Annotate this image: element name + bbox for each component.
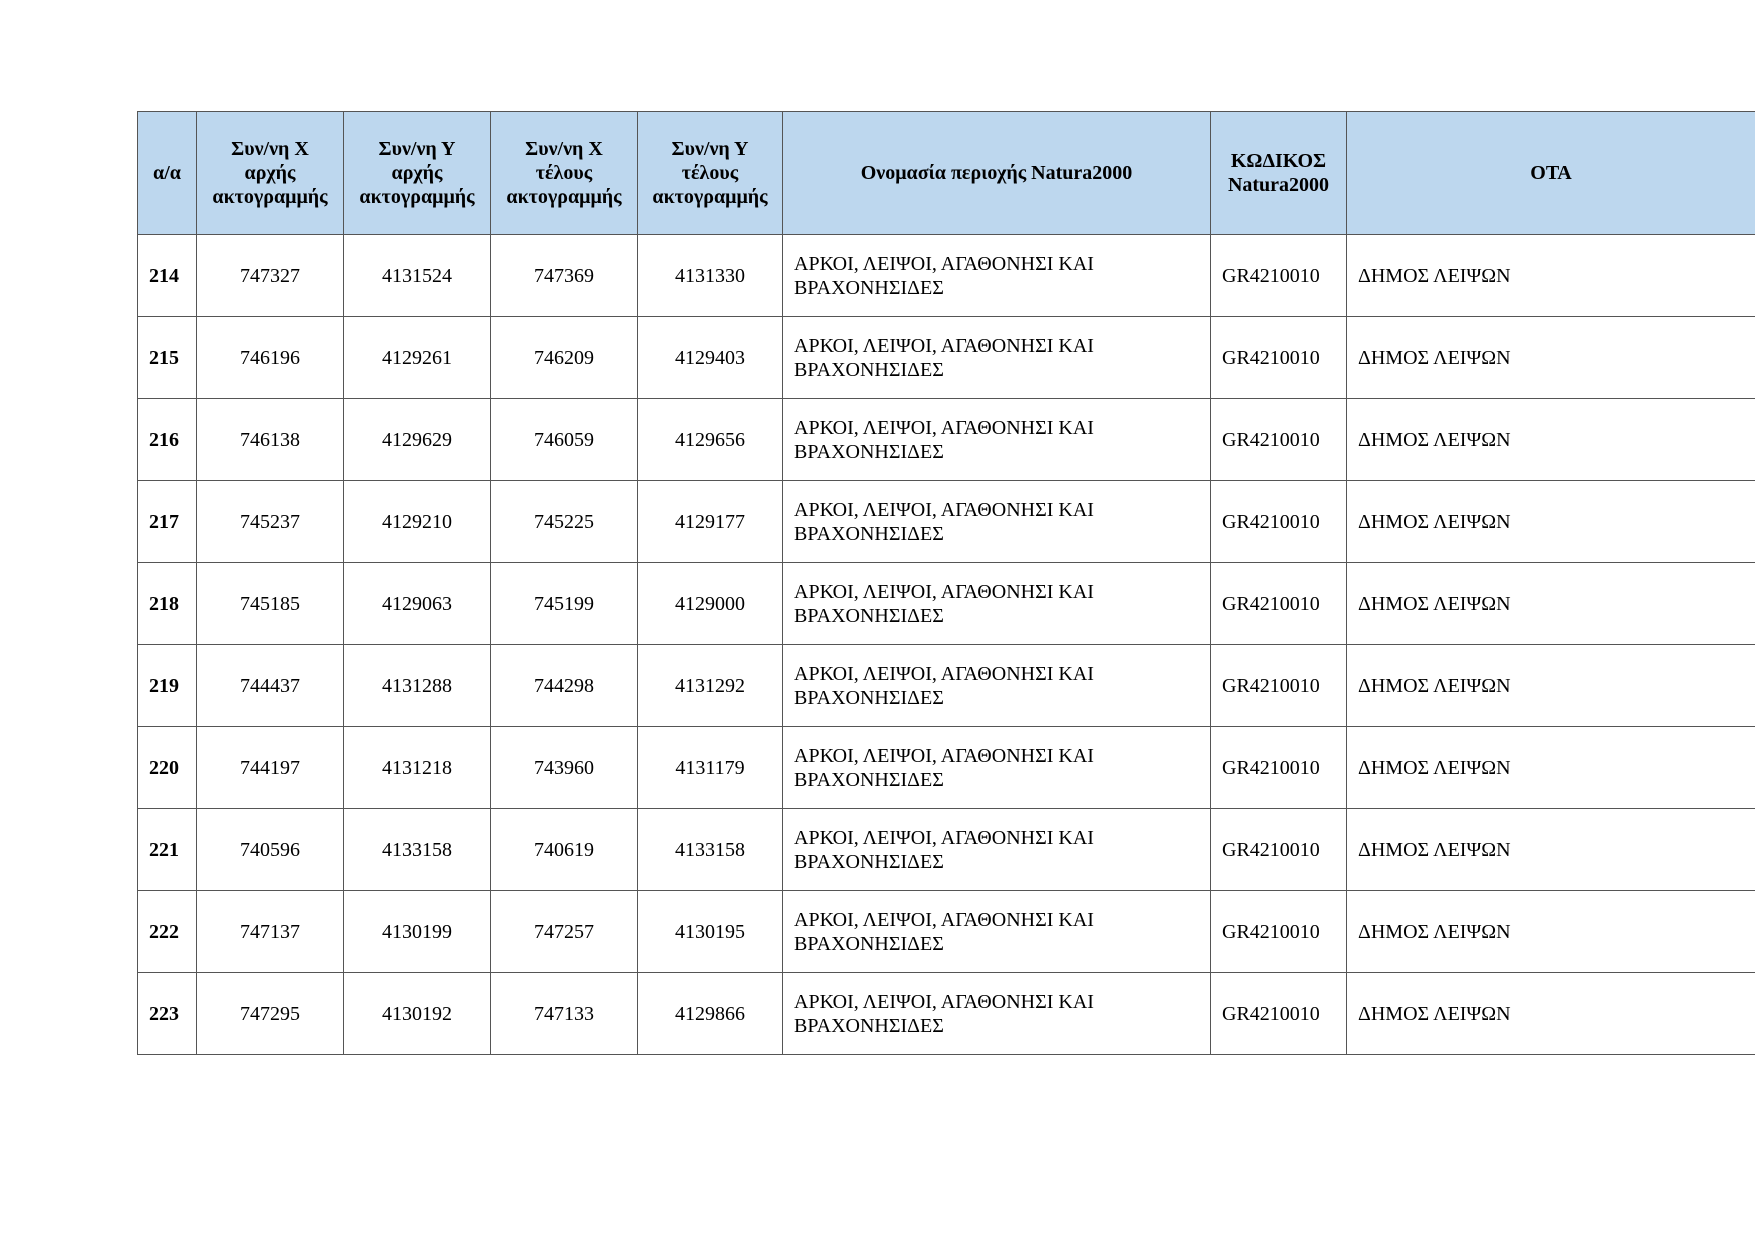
cell-ota: ΔΗΜΟΣ ΛΕΙΨΩΝ: [1347, 645, 1755, 727]
cell-aa: 216: [138, 399, 197, 481]
cell-code: GR4210010: [1211, 235, 1347, 317]
header-row: [138, 112, 1755, 235]
cell-x-end: 745225: [491, 481, 638, 563]
table-row: [138, 645, 1755, 727]
cell-y-end: 4129177: [638, 481, 783, 563]
cell-x-start: 744437: [197, 645, 344, 727]
cell-x-end: 740619: [491, 809, 638, 891]
cell-aa: 220: [138, 727, 197, 809]
cell-ota: ΔΗΜΟΣ ΛΕΙΨΩΝ: [1347, 891, 1755, 973]
cell-aa: 218: [138, 563, 197, 645]
cell-ota: ΔΗΜΟΣ ΛΕΙΨΩΝ: [1347, 481, 1755, 563]
table-row: [138, 235, 1755, 317]
table-row: [138, 891, 1755, 973]
cell-x-end: 747133: [491, 973, 638, 1055]
cell-x-end: 747369: [491, 235, 638, 317]
cell-aa: 217: [138, 481, 197, 563]
cell-x-start: 744197: [197, 727, 344, 809]
coastline-table: [137, 111, 1755, 1055]
cell-y-start: 4130192: [344, 973, 491, 1055]
cell-aa: 214: [138, 235, 197, 317]
cell-aa: 215: [138, 317, 197, 399]
cell-ota: ΔΗΜΟΣ ΛΕΙΨΩΝ: [1347, 809, 1755, 891]
cell-code: GR4210010: [1211, 973, 1347, 1055]
cell-y-start: 4129210: [344, 481, 491, 563]
cell-x-start: 747137: [197, 891, 344, 973]
table-row: [138, 317, 1755, 399]
cell-x-end: 747257: [491, 891, 638, 973]
cell-x-start: 746138: [197, 399, 344, 481]
cell-aa: 221: [138, 809, 197, 891]
table-row: [138, 973, 1755, 1055]
cell-code: GR4210010: [1211, 563, 1347, 645]
cell-x-start: 746196: [197, 317, 344, 399]
cell-area-name: ΑΡΚΟΙ, ΛΕΙΨΟΙ, ΑΓΑΘΟΝΗΣΙ ΚΑΙ ΒΡΑΧΟΝΗΣΙΔΕΣ: [783, 235, 1211, 317]
cell-x-start: 740596: [197, 809, 344, 891]
table-row: [138, 727, 1755, 809]
cell-y-end: 4131330: [638, 235, 783, 317]
header-y-start: Συν/νη Υ αρχής ακτογραμμής: [344, 112, 491, 235]
cell-y-end: 4131179: [638, 727, 783, 809]
cell-x-end: 746209: [491, 317, 638, 399]
cell-code: GR4210010: [1211, 481, 1347, 563]
cell-ota: ΔΗΜΟΣ ΛΕΙΨΩΝ: [1347, 235, 1755, 317]
cell-y-start: 4129063: [344, 563, 491, 645]
cell-y-end: 4129866: [638, 973, 783, 1055]
cell-x-end: 743960: [491, 727, 638, 809]
header-x-start: Συν/νη Χ αρχής ακτογραμμής: [197, 112, 344, 235]
cell-aa: 222: [138, 891, 197, 973]
cell-ota: ΔΗΜΟΣ ΛΕΙΨΩΝ: [1347, 317, 1755, 399]
cell-area-name: ΑΡΚΟΙ, ΛΕΙΨΟΙ, ΑΓΑΘΟΝΗΣΙ ΚΑΙ ΒΡΑΧΟΝΗΣΙΔΕΣ: [783, 727, 1211, 809]
cell-x-end: 745199: [491, 563, 638, 645]
cell-code: GR4210010: [1211, 317, 1347, 399]
table-row: [138, 481, 1755, 563]
cell-code: GR4210010: [1211, 727, 1347, 809]
cell-x-start: 747327: [197, 235, 344, 317]
cell-area-name: ΑΡΚΟΙ, ΛΕΙΨΟΙ, ΑΓΑΘΟΝΗΣΙ ΚΑΙ ΒΡΑΧΟΝΗΣΙΔΕΣ: [783, 973, 1211, 1055]
cell-y-start: 4131218: [344, 727, 491, 809]
header-aa: α/α: [138, 112, 197, 235]
cell-y-start: 4133158: [344, 809, 491, 891]
cell-code: GR4210010: [1211, 891, 1347, 973]
cell-y-end: 4130195: [638, 891, 783, 973]
table-row: [138, 809, 1755, 891]
cell-y-end: 4129656: [638, 399, 783, 481]
cell-ota: ΔΗΜΟΣ ΛΕΙΨΩΝ: [1347, 727, 1755, 809]
header-code: ΚΩΔΙΚΟΣ Natura2000: [1211, 112, 1347, 235]
cell-area-name: ΑΡΚΟΙ, ΛΕΙΨΟΙ, ΑΓΑΘΟΝΗΣΙ ΚΑΙ ΒΡΑΧΟΝΗΣΙΔΕΣ: [783, 399, 1211, 481]
cell-x-end: 744298: [491, 645, 638, 727]
cell-y-start: 4131524: [344, 235, 491, 317]
table-row: [138, 563, 1755, 645]
cell-x-start: 745237: [197, 481, 344, 563]
cell-x-start: 747295: [197, 973, 344, 1055]
cell-y-end: 4129403: [638, 317, 783, 399]
cell-y-start: 4131288: [344, 645, 491, 727]
cell-x-start: 745185: [197, 563, 344, 645]
cell-y-end: 4133158: [638, 809, 783, 891]
header-x-end: Συν/νη Χ τέλους ακτογραμμής: [491, 112, 638, 235]
cell-code: GR4210010: [1211, 645, 1347, 727]
cell-area-name: ΑΡΚΟΙ, ΛΕΙΨΟΙ, ΑΓΑΘΟΝΗΣΙ ΚΑΙ ΒΡΑΧΟΝΗΣΙΔΕΣ: [783, 563, 1211, 645]
cell-y-end: 4131292: [638, 645, 783, 727]
header-area-name: Ονομασία περιοχής Natura2000: [783, 112, 1211, 235]
cell-x-end: 746059: [491, 399, 638, 481]
header-y-end: Συν/νη Υ τέλους ακτογραμμής: [638, 112, 783, 235]
cell-y-end: 4129000: [638, 563, 783, 645]
cell-ota: ΔΗΜΟΣ ΛΕΙΨΩΝ: [1347, 399, 1755, 481]
cell-area-name: ΑΡΚΟΙ, ΛΕΙΨΟΙ, ΑΓΑΘΟΝΗΣΙ ΚΑΙ ΒΡΑΧΟΝΗΣΙΔΕΣ: [783, 891, 1211, 973]
cell-ota: ΔΗΜΟΣ ΛΕΙΨΩΝ: [1347, 973, 1755, 1055]
table-row: [138, 399, 1755, 481]
header-ota: ΟΤΑ: [1347, 112, 1755, 235]
cell-area-name: ΑΡΚΟΙ, ΛΕΙΨΟΙ, ΑΓΑΘΟΝΗΣΙ ΚΑΙ ΒΡΑΧΟΝΗΣΙΔΕΣ: [783, 809, 1211, 891]
cell-ota: ΔΗΜΟΣ ΛΕΙΨΩΝ: [1347, 563, 1755, 645]
cell-y-start: 4130199: [344, 891, 491, 973]
cell-code: GR4210010: [1211, 809, 1347, 891]
cell-area-name: ΑΡΚΟΙ, ΛΕΙΨΟΙ, ΑΓΑΘΟΝΗΣΙ ΚΑΙ ΒΡΑΧΟΝΗΣΙΔΕΣ: [783, 645, 1211, 727]
cell-y-start: 4129261: [344, 317, 491, 399]
cell-aa: 219: [138, 645, 197, 727]
cell-aa: 223: [138, 973, 197, 1055]
cell-area-name: ΑΡΚΟΙ, ΛΕΙΨΟΙ, ΑΓΑΘΟΝΗΣΙ ΚΑΙ ΒΡΑΧΟΝΗΣΙΔΕΣ: [783, 481, 1211, 563]
cell-area-name: ΑΡΚΟΙ, ΛΕΙΨΟΙ, ΑΓΑΘΟΝΗΣΙ ΚΑΙ ΒΡΑΧΟΝΗΣΙΔΕΣ: [783, 317, 1211, 399]
cell-y-start: 4129629: [344, 399, 491, 481]
cell-code: GR4210010: [1211, 399, 1347, 481]
